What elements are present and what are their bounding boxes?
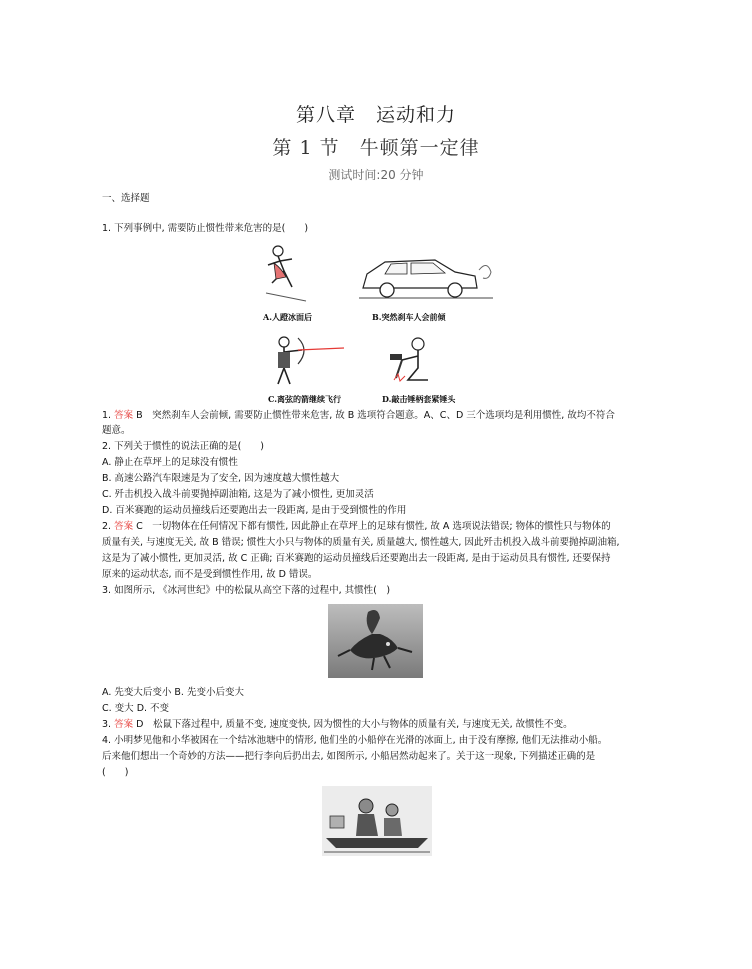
q4-line-1: 4. 小明梦见他和小华被困在一个结冰池塘中的情形, 他们坐的小船停在光滑的冰面上, 由于没有摩擦, 他们无法推动小船。 xyxy=(102,735,608,746)
q3-answer-prefix: 3. xyxy=(102,719,112,730)
q1-answer-prefix: 1. xyxy=(102,410,112,421)
q2-answer-prefix: 2. xyxy=(102,521,112,532)
q4-line-3: ( ) xyxy=(102,767,129,778)
q3-option-cd: C. 变大 D. 不变 xyxy=(102,703,170,714)
caption-a: A.人蹬冰面后 xyxy=(263,312,312,322)
answer-tag: 答案 xyxy=(114,719,134,730)
test-time: 测试时间:20 分钟 xyxy=(328,168,424,182)
q2-stem: 2. 下列关于惯性的说法正确的是( ) xyxy=(102,441,264,452)
squirrel-figure xyxy=(328,604,423,678)
archer-figure xyxy=(268,334,348,388)
q1-stem: 1. 下列事例中, 需要防止惯性带来危害的是( ) xyxy=(102,223,309,234)
q3-answer xyxy=(102,718,573,731)
q2-option-b: B. 高速公路汽车限速是为了安全, 因为速度越大惯性越大 xyxy=(102,473,340,484)
q2-answer-line-3: 这是为了减小惯性, 更加灵活, 故 C 正确; 百米赛跑的运动员撞线后还要跑出去一段距离, 是由于运动员具有惯性, 还要保持 xyxy=(102,553,611,564)
answer-tag: 答案 xyxy=(114,521,134,532)
q1-answer xyxy=(102,409,615,422)
hammer-figure xyxy=(380,334,450,388)
q2-option-d: D. 百米赛跑的运动员撞线后还要跑出去一段距离, 是由于受到惯性的作用 xyxy=(102,505,407,516)
chapter-title: 第八章 运动和力 xyxy=(295,104,456,126)
q2-answer-line-1: C 一切物体在任何情况下都有惯性, 因此静止在草坪上的足球有惯性, 故 A 选项说法错误; 物体的惯性只与物体的 xyxy=(136,521,611,532)
q2-option-a: A. 静止在草坪上的足球没有惯性 xyxy=(102,457,238,468)
q3-stem: 3. 如图所示, 《冰河世纪》中的松鼠从高空下落的过程中, 其惯性( ) xyxy=(102,585,391,596)
q4-line-2: 后来他们想出一个奇妙的方法——把行李向后扔出去, 如图所示, 小船居然动起来了。关于这一现象, 下列描述正确的是 xyxy=(102,751,596,762)
q2-answer-line-2: 质量有关, 与速度无关, 故 B 错误; 惯性大小只与物体的质量有关, 质量越大, 惯性越大, 因此歼击机投入战斗前要抛掉副油箱, xyxy=(102,537,620,548)
q3-answer-text: D 松鼠下落过程中, 质量不变, 速度变快, 因为惯性的大小与物体的质量有关, 与速度无关, 故惯性不变。 xyxy=(136,719,573,730)
car-figure xyxy=(355,250,495,302)
q1-answer-text: B 突然刹车人会前倾, 需要防止惯性带来危害, 故 B 选项符合题意。A、C、D 三个选项均是利用惯性, 故均不符合 xyxy=(136,410,615,421)
q2-answer-line-4: 原来的运动状态, 而不是受到惯性作用, 故 D 错误。 xyxy=(102,569,318,580)
caption-d: D.敲击锤柄套紧锤头 xyxy=(382,394,456,404)
section-title: 第 1 节 牛顿第一定律 xyxy=(272,137,480,159)
answer-tag: 答案 xyxy=(114,410,134,421)
title-block xyxy=(0,100,752,183)
section-heading: 一、选择题 xyxy=(102,193,150,204)
q1-answer-cont: 题意。 xyxy=(102,425,131,436)
boat-figure xyxy=(322,786,432,856)
q2-answer xyxy=(102,520,611,533)
q3-option-ab: A. 先变大后变小 B. 先变小后变大 xyxy=(102,687,244,698)
caption-c: C.离弦的箭继续飞行 xyxy=(268,394,342,404)
q2-option-c: C. 歼击机投入战斗前要抛掉副油箱, 这是为了减小惯性, 更加灵活 xyxy=(102,489,374,500)
skater-figure xyxy=(262,243,310,303)
caption-b: B.突然刹车人会前倾 xyxy=(372,312,446,322)
